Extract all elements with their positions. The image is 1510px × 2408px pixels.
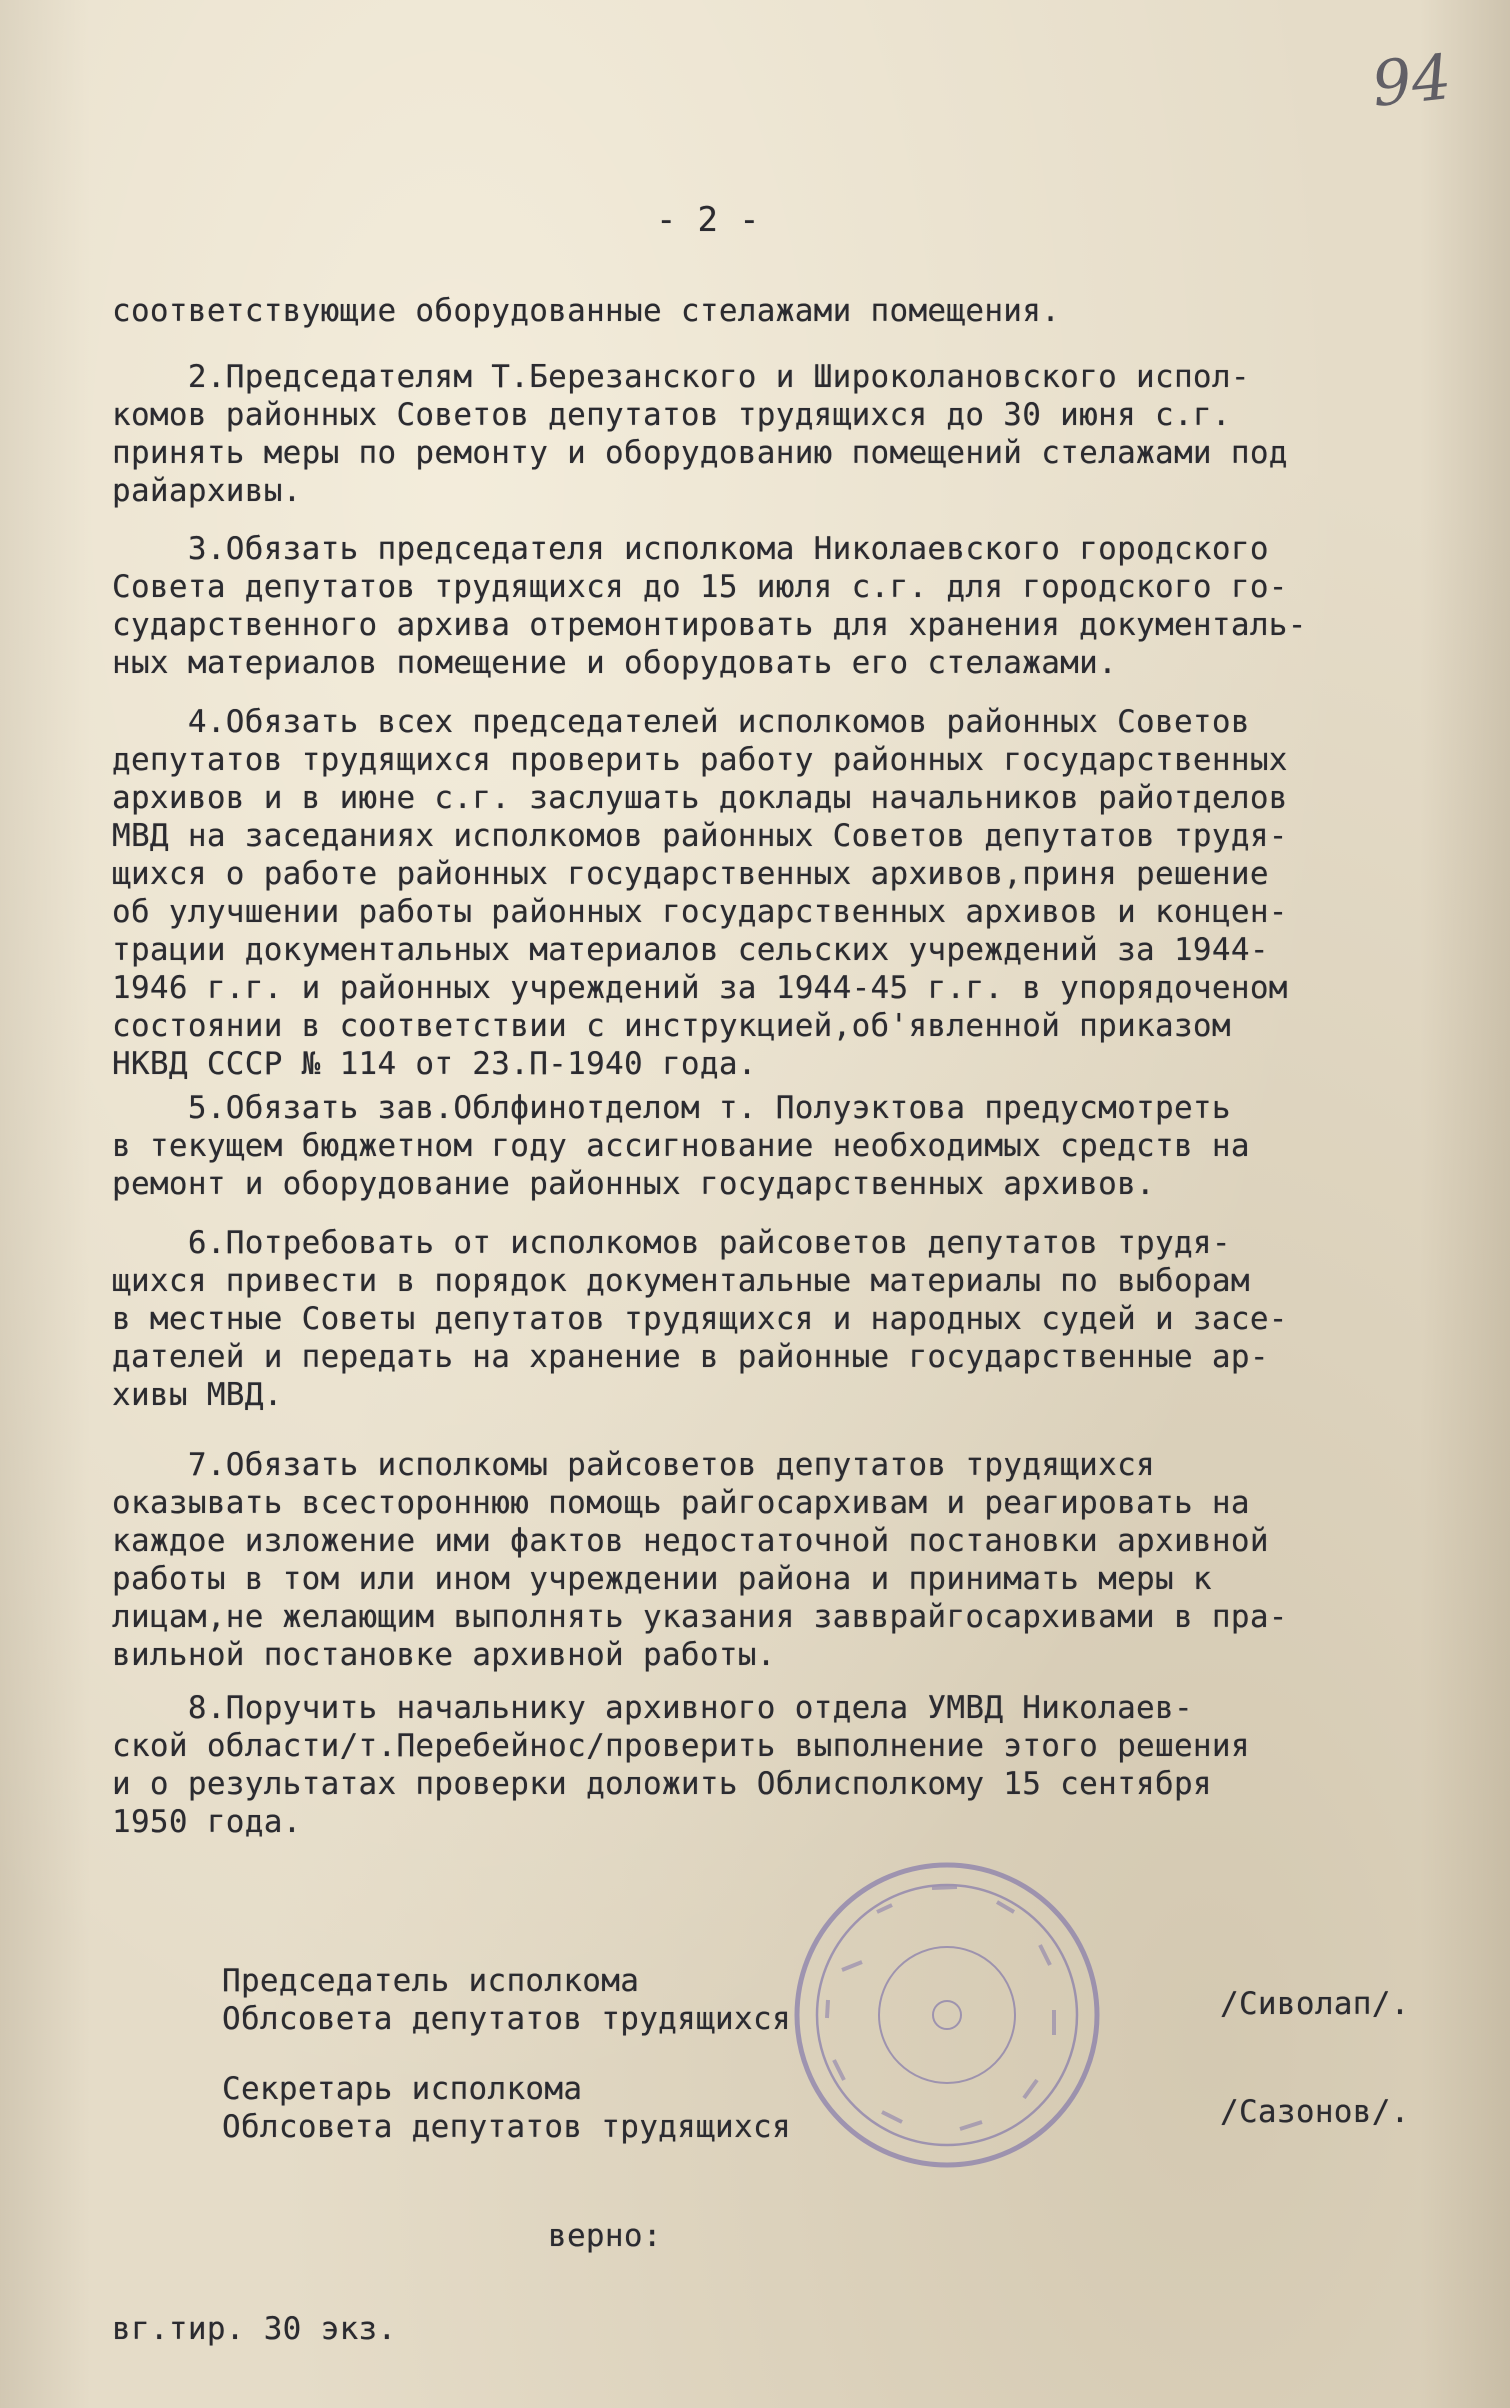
secretary-title-line: Облсовета депутатов трудящихся (222, 2109, 791, 2145)
text-line: лицам,не желающим выполнять указания завврайгосархивами в пра- (112, 1599, 1288, 1635)
text-line: 7.Обязать исполкомы райсоветов депутатов трудящихся (112, 1447, 1155, 1483)
text-line: дателей и передать на хранение в районные государственные ар- (112, 1339, 1269, 1375)
paragraph-5 (112, 1089, 1250, 1203)
text-line: ской области/т.Перебейнос/проверить выполнение этого решения (112, 1728, 1250, 1764)
text-line: архивов и в июне с.г. заслушать доклады начальников райотделов (112, 780, 1288, 816)
text-line: в текущем бюджетном году ассигнование необходимых средств на (112, 1128, 1250, 1164)
copies-note: вг.тир. 30 экз. (112, 2311, 397, 2347)
text-line: 4.Обязать всех председателей исполкомов районных Советов (112, 704, 1250, 740)
paragraph-2 (112, 358, 1288, 510)
text-line: Совета депутатов трудящихся до 15 июля с.г. для городского го- (112, 569, 1288, 605)
text-line: 2.Председателям Т.Березанского и Широколановского испол- (112, 359, 1250, 395)
secretary-name: /Сазонов/. (1220, 2094, 1410, 2130)
text-line: щихся о работе районных государственных архивов,приня решение (112, 856, 1269, 892)
paragraph-3 (112, 530, 1307, 682)
text-line: ных материалов помещение и оборудовать его стелажами. (112, 645, 1118, 681)
secretary-signature-block (222, 2070, 791, 2146)
page-number: - 2 - (656, 200, 760, 240)
chairman-name: /Сиволап/. (1220, 1986, 1410, 2022)
text-line: депутатов трудящихся проверить работу районных государственных (112, 742, 1288, 778)
text-line: оказывать всестороннюю помощь райгосархивам и реагировать на (112, 1485, 1250, 1521)
text-line: 6.Потребовать от исполкомов райсоветов депутатов трудя- (112, 1225, 1231, 1261)
certified-mark: верно: (548, 2218, 662, 2254)
text-line: в местные Советы депутатов трудящихся и народных судей и засе- (112, 1301, 1288, 1337)
text-line: НКВД СССР № 114 от 23.П-1940 года. (112, 1046, 757, 1082)
text-line: 1946 г.г. и районных учреждений за 1944-45 г.г. в упорядоченом (112, 970, 1288, 1006)
text-line: 3.Обязать председателя исполкома Николаевского городского (112, 531, 1269, 567)
text-line: и о результатах проверки доложить Облисполкому 15 сентября (112, 1766, 1212, 1802)
secretary-title-line: Секретарь исполкома (222, 2071, 583, 2107)
text-line: принять меры по ремонту и оборудованию помещений стелажами под (112, 435, 1288, 471)
text-line: 1950 года. (112, 1804, 302, 1840)
text-line: каждое изложение ими фактов недостаточной постановки архивной (112, 1523, 1269, 1559)
text-line: сударственного архива отремонтировать для хранения документаль- (112, 607, 1307, 643)
text-line: МВД на заседаниях исполкомов районных Советов депутатов трудя- (112, 818, 1288, 854)
text-line: об улучшении работы районных государственных архивов и концен- (112, 894, 1288, 930)
text-line: ремонт и оборудование районных государственных архивов. (112, 1166, 1155, 1202)
text-line: комов районных Советов депутатов трудящихся до 30 июня с.г. (112, 397, 1231, 433)
chairman-title-line: Облсовета депутатов трудящихся (222, 2001, 791, 2037)
text-line: трации документальных материалов сельских учреждений за 1944- (112, 932, 1269, 968)
text-line: райархивы. (112, 473, 302, 509)
chairman-title-line: Председатель исполкома (222, 1963, 640, 1999)
paragraph-6 (112, 1224, 1288, 1414)
paragraph-8 (112, 1689, 1250, 1841)
text-line: 5.Обязать зав.Облфинотделом т. Полуэктова предусмотреть (112, 1090, 1231, 1126)
paragraph-continuation (112, 292, 1060, 330)
text-line: хивы МВД. (112, 1377, 283, 1413)
text-line: вильной постановке архивной работы. (112, 1637, 776, 1673)
official-stamp (782, 1850, 1112, 2180)
text-line: соответствующие оборудованные стелажами помещения. (112, 293, 1061, 329)
text-line: 8.Поручить начальнику архивного отдела УМВД Николаев- (112, 1690, 1193, 1726)
paragraph-4 (112, 703, 1288, 1083)
chairman-signature-block (222, 1962, 791, 2038)
text-line: состоянии в соответствии с инструкцией,об'явленной приказом (112, 1008, 1231, 1044)
handwritten-page-mark: 94 (1368, 40, 1455, 121)
paragraph-7 (112, 1446, 1288, 1674)
text-line: работы в том или ином учреждении района и принимать меры к (112, 1561, 1212, 1597)
text-line: щихся привести в порядок документальные материалы по выборам (112, 1263, 1250, 1299)
